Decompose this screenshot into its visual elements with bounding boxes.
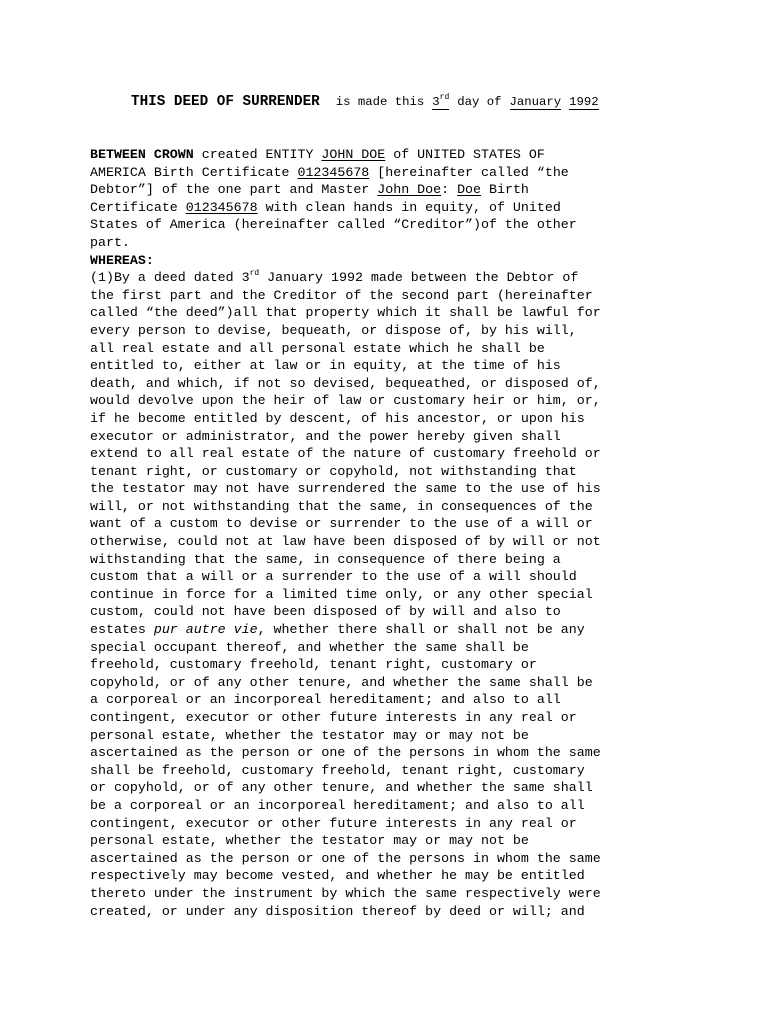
text-line: copyhold, or of any other tenure, and whether the same shall be	[90, 674, 593, 690]
text-line: ascertained as the person or one of the persons in whom the same	[90, 745, 601, 761]
text-line: be a corporeal or an incorporeal hereditament; and also to all	[90, 797, 585, 813]
text-line: will, or not withstanding that the same, in consequences of the	[90, 498, 593, 514]
text-line: withstanding that the same, in consequence of there being a	[90, 551, 561, 567]
parties-text: Debtor”] of the one part and Master	[90, 182, 378, 198]
year-text: 1992	[569, 95, 599, 109]
text-line: personal estate, whether the testator may or may not be	[90, 727, 529, 743]
text-line: want of a custom to devise or surrender to the use of a will or	[90, 516, 593, 532]
ordinal-suffix: rd	[249, 269, 260, 279]
parties-text: created ENTITY	[193, 147, 322, 162]
parties-text: States of America (hereinafter called “Creditor”)of the other	[90, 217, 577, 233]
text-line: if he become entitled by descent, of his ancestor, or upon his	[90, 410, 585, 426]
pur-autre-vie: pur autre vie	[153, 622, 258, 638]
text-line: extend to all real estate of the nature of customary freehold or	[90, 446, 601, 462]
text-line: custom, could not have been disposed of by will and also to	[90, 604, 561, 620]
between-heading: BETWEEN CROWN	[90, 147, 194, 162]
day-of-text: day of	[457, 95, 502, 109]
parties-text: Birth	[481, 182, 529, 198]
recital-lines-a	[90, 288, 601, 620]
birth-certificate-2: 012345678	[185, 199, 258, 215]
parties-text: AMERICA Birth Certificate	[90, 164, 298, 180]
parties-text: Certificate	[90, 199, 186, 215]
text-line: otherwise, could not at law have been disposed of by will or not	[90, 534, 601, 550]
text-line: continue in force for a limited time only, or any other special	[90, 586, 593, 602]
text-line: shall be freehold, customary freehold, tenant right, customary	[90, 762, 585, 778]
parties-text: part.	[90, 234, 130, 250]
text-line: personal estate, whether the testator may or may not be	[90, 833, 529, 849]
text-line: special occupant thereof, and whether the same shall be	[90, 639, 529, 655]
day-number: 3rd	[432, 93, 450, 109]
master-name: John Doe	[377, 182, 442, 198]
surname: Doe	[457, 182, 482, 198]
text-line: entitled to, either at law or in equity, at the time of his	[90, 358, 561, 374]
text-line: executor or administrator, and the power hereby given shall	[90, 428, 561, 444]
parties-text: of UNITED STATES OF	[385, 147, 545, 162]
text-line: tenant right, or customary or copyhold, not withstanding that	[90, 463, 577, 479]
deed-title-line	[131, 92, 599, 112]
entity-name: JOHN DOE	[321, 147, 386, 162]
text-line: called “the deed”)all that property which it shall be lawful for	[90, 305, 601, 321]
recital-text: , whether there shall or shall not be any	[257, 622, 585, 638]
birth-certificate-1: 012345678	[297, 164, 370, 180]
text-line: contingent, executor or other future interests in any real or	[90, 710, 577, 725]
deed-title: THIS DEED OF SURRENDER	[131, 94, 320, 110]
text-line: freehold, customary freehold, tenant right, customary or	[90, 657, 537, 673]
text-line: thereto under the instrument by which the same respectively were	[90, 885, 601, 901]
text-line: contingent, executor or other future interests in any real or	[90, 815, 577, 831]
text-line: all real estate and all personal estate which he shall be	[90, 340, 545, 356]
text-line: respectively may become vested, and whether he may be entitled	[90, 868, 585, 884]
text-line: the testator may not have surrendered the same to the use of his	[90, 481, 601, 497]
whereas-heading: WHEREAS:	[90, 252, 154, 268]
parties-text: :	[441, 182, 458, 198]
deed-body	[90, 146, 670, 920]
text-line: death, and which, if not so devised, bequeathed, or disposed of,	[90, 375, 601, 391]
text-line: the first part and the Creditor of the second part (hereinafter	[90, 287, 593, 303]
text-line: would devolve upon the heir of law or customary heir or him, or,	[90, 393, 601, 409]
text-line: ascertained as the person or one of the persons in whom the same	[90, 850, 601, 866]
made-this-text: is made this	[335, 95, 425, 109]
recital-text: January 1992 made between the Debtor of	[259, 270, 579, 286]
text-line: custom that a will or a surrender to the use of a will should	[90, 569, 577, 585]
recital-text: (1)By a deed dated 3	[90, 270, 250, 286]
text-line: a corporeal or an incorporeal hereditament; and also to all	[90, 692, 561, 708]
parties-text: with clean hands in equity, of United	[257, 199, 561, 215]
recital-text: estates	[90, 622, 154, 638]
text-line: or copyhold, or of any other tenure, and whether the same shall	[90, 780, 593, 796]
parties-text: [hereinafter called “the	[369, 164, 569, 180]
recital-lines-b	[90, 640, 601, 919]
text-line: every person to devise, bequeath, or dispose of, by his will,	[90, 322, 577, 338]
month-text: January	[509, 95, 562, 109]
text-line: created, or under any disposition thereof by deed or will; and	[90, 903, 585, 919]
